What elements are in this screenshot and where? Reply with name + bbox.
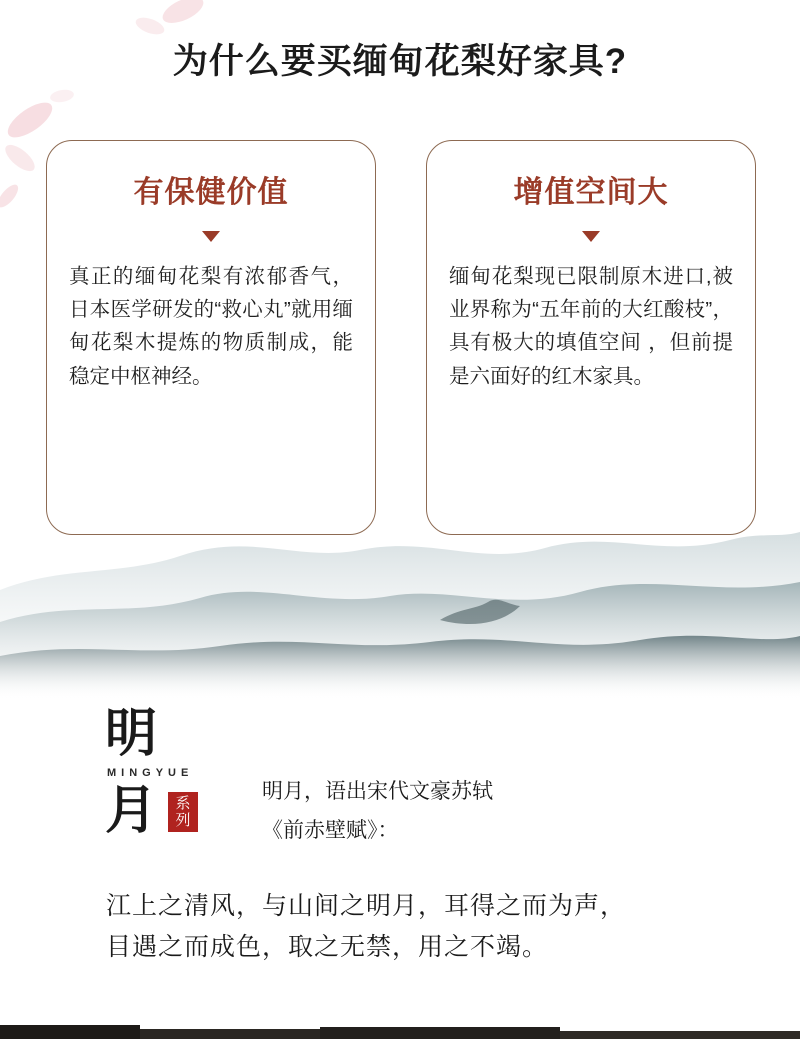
page-title: 为什么要买缅甸花梨好家具? — [172, 42, 628, 81]
series-seal-badge: 系列 — [168, 792, 198, 833]
caret-down-icon — [582, 231, 600, 242]
card-title: 有保健价值 — [133, 176, 289, 209]
brand-logo — [105, 703, 255, 841]
card-body: 真正的缅甸花梨有浓郁香气，日本医学研发的“救心丸”就用缅甸花梨木提炼的物质制成，能稳定中枢神经。 — [69, 265, 353, 388]
logo-bottom-row — [105, 780, 255, 841]
series-intro-line-1: 明月，语出宋代文豪苏轼 — [262, 779, 493, 803]
card-appreciation-value — [426, 140, 756, 535]
poem-text — [106, 885, 746, 968]
logo-char-bottom: 月 — [105, 780, 160, 841]
value-cards — [46, 140, 756, 535]
card-title: 增值空间大 — [513, 176, 669, 209]
poem-line-2: 目遇之而成色，取之无禁，用之不竭。 — [106, 932, 549, 962]
caret-down-icon — [202, 231, 220, 242]
card-body: 缅甸花梨现已限制原木进口,被业界称为“五年前的大红酸枝”， 具有极大的填值空间 ，但前提是六面好的红木家具。 — [449, 265, 733, 388]
series-intro — [262, 772, 742, 850]
logo-pinyin: MINGYUE — [107, 767, 194, 779]
logo-char-top: 明 — [105, 703, 160, 764]
poem-line-1: 江上之清风，与山间之明月，耳得之而为声， — [106, 891, 627, 920]
series-section — [0, 700, 800, 1000]
series-intro-line-2: 《前赤壁赋》： — [262, 817, 399, 842]
card-health-value — [46, 140, 376, 535]
bottom-section-edge — [0, 1017, 800, 1039]
